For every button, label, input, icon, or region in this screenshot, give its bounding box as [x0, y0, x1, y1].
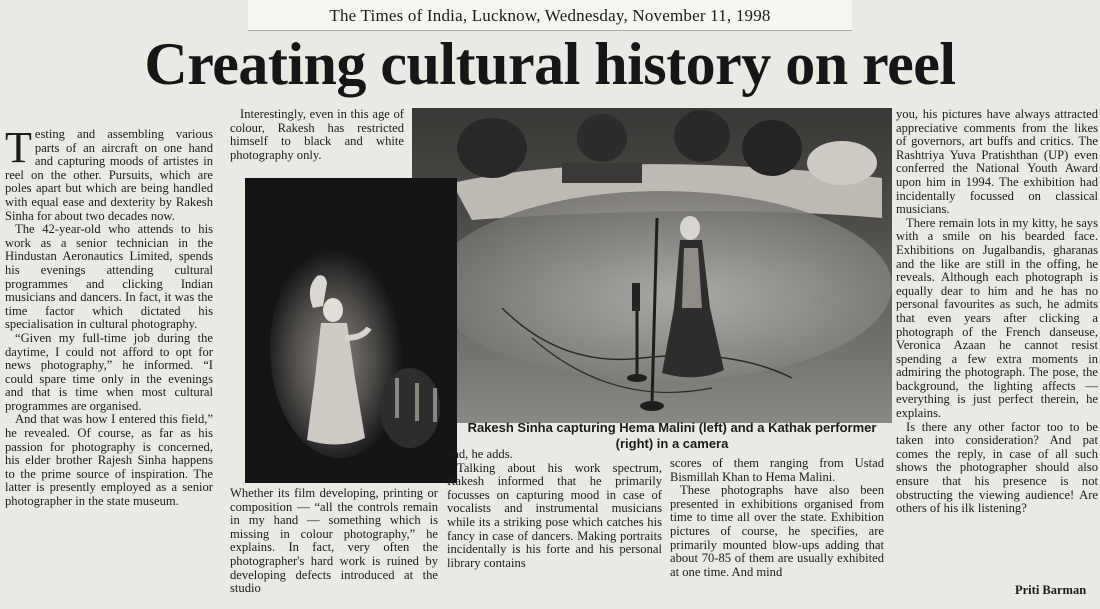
photo-kathak-dancer — [245, 178, 457, 483]
dancer-photo-graphic — [245, 178, 457, 483]
article-column-5 — [896, 108, 1098, 578]
paragraph: end, he adds. — [447, 448, 513, 461]
byline: Priti Barman — [1015, 583, 1087, 597]
photo-stage-performance — [412, 108, 892, 423]
article-column-1 — [5, 128, 213, 606]
paragraph: Whether its film developing, printing or composition — “all the controls remain in my hand — something which is missing in colour photography,” he explains. In fact, very often the photographer's hard work is ruined by developing defects introduced at the studio — [230, 487, 438, 596]
drop-cap: T — [5, 128, 32, 172]
paragraph: Talking about his work spectrum, Rakesh informed that he primarily focusses on capturing mood in case of vocalists and instrumental musicians while its a striking pose which catches his fancy in case of dancers. Making portraits incidentally is his forte and his personal library contains — [447, 460, 662, 570]
headline: Creating cultural history on reel — [144, 31, 956, 97]
paragraph: The 42-year-old who attends to his work as a senior technician in the Hindustan Aeronautics Limited, spends his evenings attending cultural programmes and clicking Indian musicians and dancers. In fact, it was the time factor which dictated his specialisation in cultural photography. — [5, 222, 213, 332]
paragraph: you, his pictures have always attracted appreciative comments from the likes of governors, art buffs and critics. The Rashtriya Yuva Pratishthan (UP) even conferred the National Youth Award upon him in 1994. The exhibition had incidentally focussed on classical musicians. — [896, 108, 1098, 217]
article-column-3 — [447, 448, 662, 606]
paragraph: “Given my full-time job during the daytime, I could not afford to opt for news photography,” he informed. “I could spare time only in the evenings and that is time when most cultural programmes are organised. — [5, 330, 213, 413]
article-column-2-bottom — [230, 487, 438, 607]
paragraph: Interestingly, even in this age of colour, Rakesh has restricted himself to black and white photography only. — [230, 108, 404, 162]
article-column-2-top — [230, 108, 404, 172]
stage-photo-graphic — [412, 108, 892, 423]
dateline: The Times of India, Lucknow, Wednesday, November 11, 1998 — [248, 0, 852, 31]
paragraph: Is there any other factor too to be taken into consideration? And pat comes the reply, in case of all such shows the photographer should also ensure that his presence is not obstructing the viewing audience! Are others of his ilk listening? — [896, 419, 1098, 516]
paragraph: These photographs have also been presented in exhibitions organised from time to time all over the state. Exhibition pictures of course, he specifies, are primarily mounted blow-ups adding that about 70-85 of them are usually exhibited at one time. And mind — [670, 483, 884, 579]
paragraph: And that was how I entered this field,” he revealed. Of course, as far as his passion for photography is concerned, his elder brother Rajesh Sinha happens to the prime source of inspiration. The latter is presently employed as a senior photographer in the state museum. — [5, 412, 213, 509]
paragraph: There remain lots in my kitty, he says with a smile on his bearded face. Exhibitions on Jugalbandis, gharanas and the like are still in the offing, he reveals. Although each photograph is equally dear to him and he has no personal favourites as such, he admits that even years after clicking a photograph of the French danseuse, Veronica Azaan he cannot resist spending a few extra moments in admiring the photograph. The pose, the background, the lighting affects — everything is just perfect therein, he explains. — [896, 215, 1098, 421]
paragraph: Testing and assembling various parts of an aircraft on one hand and capturing moods of artistes in reel on the other. Pursuits, which are poles apart but which are being handled with equal ease and dexterity by Rakesh Sinha for about two decades now. — [5, 128, 213, 223]
photo-caption: Rakesh Sinha capturing Hema Malini (left) and a Kathak performer (right) in a camera — [467, 420, 877, 451]
article-column-4 — [670, 457, 884, 607]
paragraph: scores of them ranging from Ustad Bismillah Khan to Hema Malini. — [670, 457, 884, 484]
